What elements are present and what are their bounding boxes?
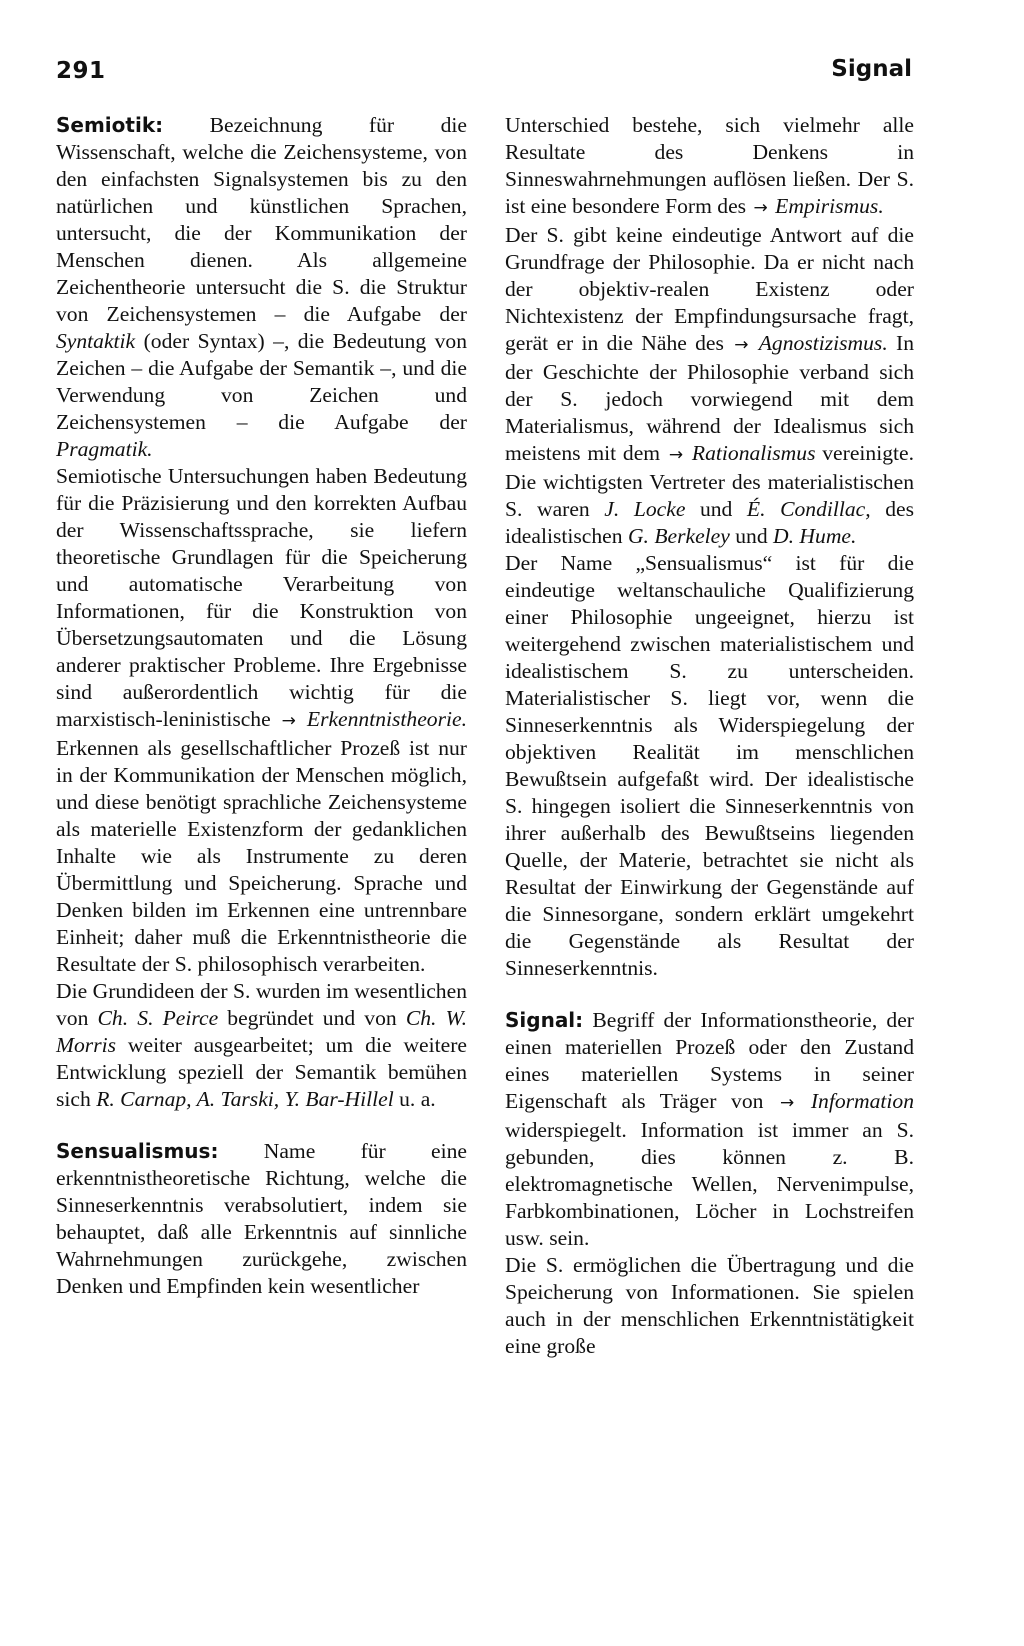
paragraph-sensualismus-3 [505,550,914,982]
text-run [685,441,692,465]
entry-term: Semiotik: [56,113,164,137]
text-run: Der S. gibt keine eindeutige Antwort auf die Grundfrage der Philosophie. Da er nicht nach der objektiv-realen Existenz oder Nichtexistenz der Empfindungsursache fragt, gerät er in die Nähe des [505,223,914,355]
paragraph-sensualismus-cont [505,112,914,222]
paragraph-sensualismus-2 [505,222,914,550]
paragraph-semiotik-3 [56,978,467,1113]
italic-term: Pragmatik. [56,437,153,461]
italic-term: R. Carnap, A. Tarski, Y. Bar-Hillel [96,1087,394,1111]
italic-term: Rationalismus [691,441,816,465]
italic-term: Ch. W. Morris [56,1006,467,1057]
text-run: Unterschied bestehe, sich vielmehr alle Resultate des Denkens in Sinneswahrnehmungen auflösen ließen. Der S. ist eine besondere Form des [505,113,914,218]
entry-term: Signal: [505,1008,584,1032]
italic-term: É. Condillac, [746,497,871,521]
right-column [505,112,914,1360]
running-head: Signal [831,56,912,82]
italic-term: Agnostizismus. [758,331,888,355]
text-run: In der Geschichte der Philosophie verband sich der S. jedoch vorwiegend mit dem Materialismus, während der Idealismus sich meistens mit dem [505,331,914,465]
text-run [298,707,307,731]
left-column [56,112,467,1300]
italic-term: Empirismus. [775,194,884,218]
paragraph-signal-2 [505,1252,914,1360]
italic-term: D. Hume. [773,524,857,548]
cross-reference-arrow-icon: → [780,1093,795,1113]
text-run: des idealistischen [505,497,915,548]
text-run: vereinigte. Die wichtigsten Vertreter des materialistischen S. waren [505,441,914,521]
text-run: und [729,524,774,548]
text-run: weiter ausgearbeitet; um die weitere Entwicklung speziell der Semantik bemühen sich [56,1033,467,1111]
italic-term: Syntaktik [56,329,136,353]
italic-term: Ch. S. Peirce [97,1006,219,1030]
text-run: Erkennen als gesellschaftlicher Prozeß ist nur in der Kommunikation der Menschen möglich, und diese benötigt sprachliche Zeichensysteme als materielle Existenzform der gedanklichen Inhalte wie als Instrumente zu deren Übermittlung und Speicherung. Sprache und Denken bilden im Erkennen eine untrennbare Einheit; daher muß die Erkenntnistheorie die Resultate der S. philosophisch verarbeiten. [56,736,467,976]
text-run: u. a. [393,1087,436,1111]
text-run: Der Name „Sensualismus“ ist für die eindeutige weltanschauliche Qualifizierung einer Philosophie ungeeignet, hierzu ist weitergehend zwischen materialistischem und idealistischem S. zu unterscheiden. Materialistischer S. liegt vor, wenn die Sinneserkenntnis als Widerspiegelung der objektiven Realität im menschlichen Bewußtsein aufgefaßt wird. Der idealistische S. hingegen isoliert die Sinneserkenntnis von ihrer außerhalb des Bewußtseins liegenden Quelle, der Materie, betrachtet sie nicht als Resultat der Einwirkung der Gegenstände auf die Sinnesorgane, sondern erklärt umgekehrt die Gegenstände als Resultat der Sinneserkenntnis. [505,551,914,980]
italic-term: J. Locke [604,497,686,521]
cross-reference-arrow-icon: → [668,445,684,465]
text-run: Die Grundideen der S. wurden im wesentlichen von [56,979,467,1030]
italic-term: G. Berkeley [627,524,730,548]
page-number: 291 [56,58,106,84]
paragraph-semiotik-2 [56,463,467,978]
text-run: Begriff der Informationstheorie, der einen materiellen Prozeß oder den Zustand eines materiellen Systems in seiner Eigenschaft als Träger von [505,1008,914,1113]
text-run: (oder Syntax) –, die Bedeutung von Zeichen – die Aufgabe der Semantik –, und die Verwendung von Zeichen und Zeichensystemen – die Aufgabe der [56,329,467,434]
text-run: Name für eine erkenntnistheoretische Richtung, welche die Sinneserkenntnis verabsolutiert, indem sie behauptet, daß alle Erkenntnis auf sinnliche Wahrnehmungen zurückgehe, zwischen Denken und Empfinden kein wesentlicher [56,1139,467,1298]
italic-term: Information [810,1089,914,1113]
paragraph-signal [505,1007,914,1252]
text-run [796,1089,811,1113]
cross-reference-arrow-icon: → [753,198,768,218]
text-run: widerspiegelt. Information ist immer an S. gebunden, dies können z. B. elektromagnetische Wellen, Nervenimpulse, Farbkombinationen, Löcher in Lochstreifen usw. sein. [505,1118,914,1250]
text-run: Semiotische Untersuchungen haben Bedeutung für die Präzisierung und den korrekten Aufbau der Wissenschaftssprache, sie liefern theoretische Grundlagen für die Speicherung und automatische Verarbeitung von Informationen, für die Konstruktion von Übersetzungsautomaten und die Lösung anderer praktischer Probleme. Ihre Ergebnisse sind außerordentlich wichtig für die marxistisch-leninistische [56,464,467,731]
text-run [750,331,758,355]
text-run: Bezeichnung für die Wissenschaft, welche die Zeichensysteme, von den einfachsten Signalsystemen bis zu den natürlichen und künstlichen Sprachen, untersucht, die der Kommunikation der Menschen dienen. Als allgemeine Zeichentheorie untersucht die S. die Struktur von Zeichensystemen – die Aufgabe der [56,113,467,326]
paragraph-semiotik [56,112,467,463]
text-run: Die S. ermöglichen die Übertragung und die Speicherung von Informationen. Sie spielen auch in der menschlichen Erkenntnistätigkeit eine große [505,1253,914,1358]
entry-term: Sensualismus: [56,1139,219,1163]
text-run: und [685,497,747,521]
text-run: begründet und von [218,1006,406,1030]
paragraph-sensualismus [56,1138,467,1300]
cross-reference-arrow-icon: → [281,711,296,731]
cross-reference-arrow-icon: → [734,335,749,355]
italic-term: Erkenntnistheorie. [306,707,467,731]
